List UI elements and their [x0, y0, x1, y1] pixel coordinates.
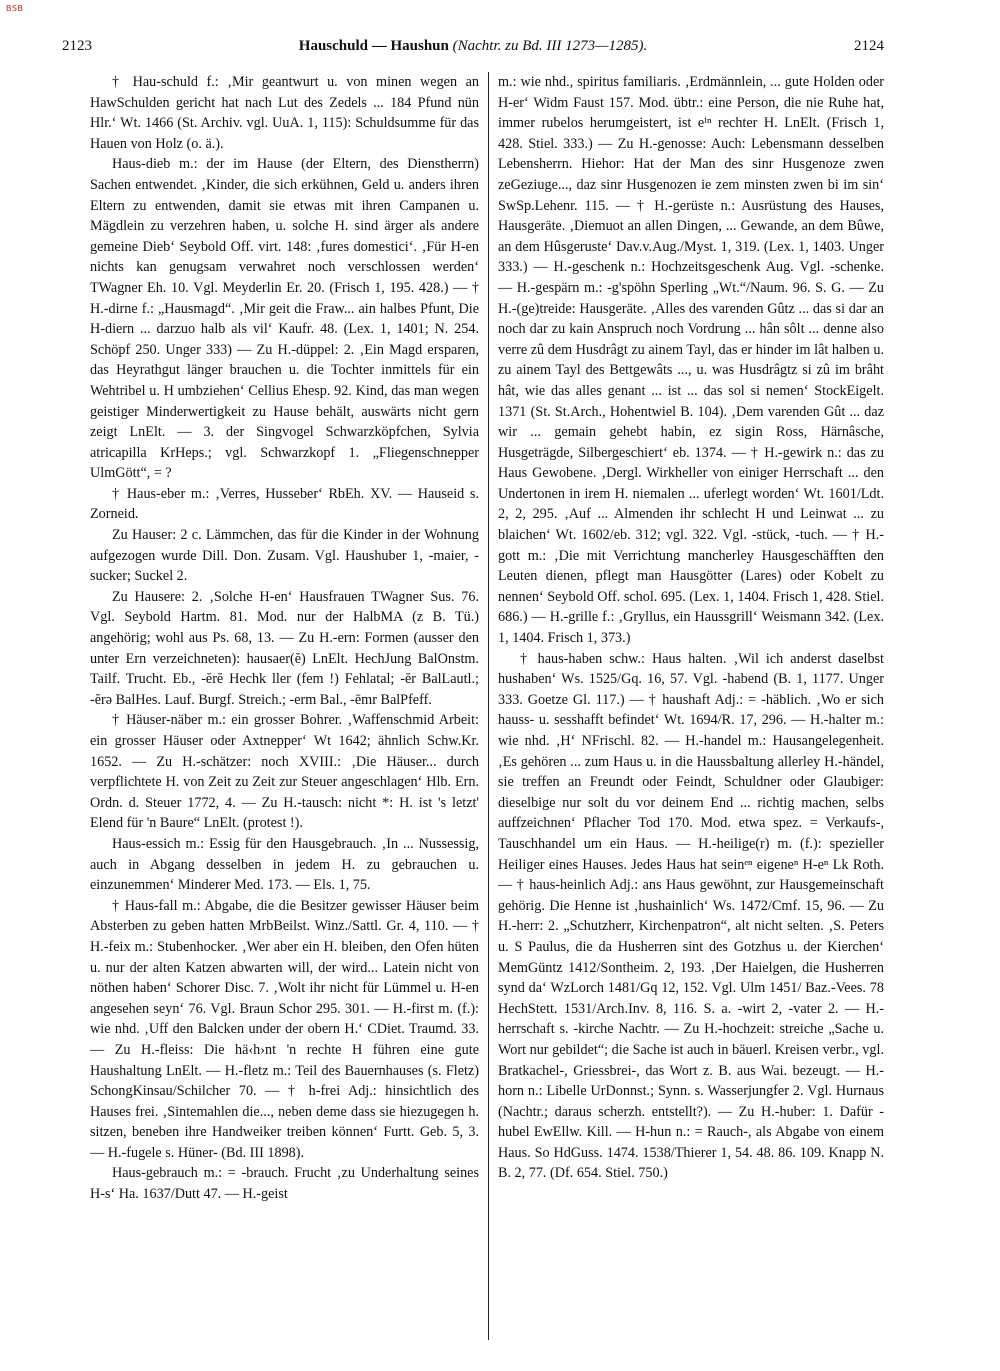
entry-haus-dieb: Haus-dieb m.: der im Hause (der Eltern, des Dienstherrn) Sachen entwendet. ‚Kinder, die sich erkühnen, Geld u. anders ihren Eltern zu entwenden, damit sie etwas mit ihren Campanen u. Mägdlein zu verzehren haben, u. solche H. sind ärger als andere gemeine Dieb‘ Seybold Off. virt. 148: ‚fures domestici‘. ‚Für H-en nichts kan genugsam verwahret noch verschlossen werden‘ TWagner Eh. 10. Vgl. Meyderlin Er. 20. (Frisch 1, 195. 428.) — † H.-dirne f.: „Hausmagd“. ‚Mir geit die Fraw... ain halbes Pfunt, Die H-diern ... darzuo halb als vil‘ Kaufr. 48. (Lex. 1, 1401; N. 254. Schöpf 250. Unger 333) — Zu H.-düppel: 2. ‚Ein Magd ersparen, das Heyrathgut länger brauchen u. die Tochter inmittels für ein Wehtribel u. H umbziehen‘ Cellius Ehesp. 92. Kind, das man wegen geistiger Minderwertigkeit zu Hause behält, auswärts nicht gern zeigt LnElt. — 3. der Singvogel Schwarzköpfchen, Sylvia atricapilla KrHeps.; vgl. Schwarzkopf 1. „Fliegenschnepper UlmGött“, = ? — [90, 156, 479, 482]
page-number-left: 2123 — [62, 38, 92, 54]
entry-hau-schuld: † Hau-schuld f.: ‚Mir geantwurt u. von minen wegen an HawSchulden gericht hat nach Lut des Zedels ... 184 Pfund nün Hlr.‘ Wt. 1466 (St. Archiv. vgl. UuA. 1, 115): Schuldsumme für das Hauen von Holz (o. ä.). — [90, 74, 479, 152]
entry-haus-essich: Haus-essich m.: Essig für den Hausgebrauch. ‚In ... Nussessig, auch in Abgang desselben in jedem H. zu gebrauchen u. einzunemmen‘ Minderer Med. 173. — Els. 1, 75. — [90, 835, 479, 894]
entry-haus-gebrauch: Haus-gebrauch m.: = -brauch. Frucht ‚zu Underhaltung seines H-s‘ Ha. 1637/Dutt 47. — H.-geist — [90, 1165, 479, 1203]
page-number-right: 2124 — [854, 38, 884, 54]
entry-hausere: Zu Hausere: 2. ‚Solche H-en‘ Hausfrauen TWagner Sus. 76. Vgl. Seybold Hartm. 81. Mod. nur der HalbMA (z B. Tü.) angehörig; wohl aus Ps. 68, 13. — Zu H.-ern: Formen (ausser den unter Ern verzeichneten): hausaer(ĕ) LnElt. HechJung BalOnstm. Tailf. Trucht. Eb., -ĕrĕ Hechk ller (fem !) Fehlatal; -ĕr BalLautl.; -ĕrə BalHes. Lauf. Burgf. Streich.; -erm Bal., -ēmr BalPfeff. — [90, 588, 479, 708]
entry-hauser: Zu Hauser: 2 c. Lämmchen, das für die Kinder in der Wohnung aufgezogen wurde Dill. Don. Zusam. Vgl. Haushuber 1, -maier, -sucker; Suckel 2. — [90, 527, 479, 585]
entry-haus-haben: † haus-haben schw.: Haus halten. ‚Wil ich anderst daselbst hushaben‘ Ws. 1525/Gq. 16, 57. Vgl. -habend (B. 1, 1177. Unger 333. Goetze Gl. 117.) — † haushaft Adj.: = -häblich. ‚Wo er sich hauss- u. sesshafft befindet‘ Wt. 1694/R. 17, 296. — H.-halter m.: wie nhd. ‚H‘ NFrischl. 82. — H.-handel m.: Hausangelegenheit. ‚Es gehören ... zum Haus u. in die Haussbaltung allerley H.-händel, sie treffen an Freundt oder Feindt, Schuldner oder Glaubiger: dieselbige nur solt du vor deinem End ... richtig machen, selbs auffzeichnen‘ Pflacher Tod 170. Mod. etwa spez. = Verkaufs-, Tauschhandel um ein Haus. — H.-heilige(r) m. (f.): spezieller Heiliger eines Hauses. Jedes Haus hat seinᵉⁿ eigeneⁿ H-eⁿ Lk Roth. — † haus-heinlich Adj.: ans Haus gewöhnt, zur Hausgemeinschaft gehörig. Die Henne ist ‚hushainlich‘ Ws. 1472/Cmf. 15, 96. — Zu H.-herr: 2. „Schutzherr, Kirchenpatron“, alt nicht selten. ‚S. Peters u. S Paulus, die da Husherren sint des Gotzhus u. der Kierchen‘ MemGüntz 1412/Sontheim. 2, 193. ‚Der Haielgen, die Husherren synd da‘ WzLorch 1481/Gq 12, 152. Vgl. Ulm 1451/ Baz.-Vees. 78 HechStett. 1531/Arch.Inv. 8, 116. S. a. -wirt 2, -vater 2. — H.-herrschaft s. -kirche Nachtr. — Zu H.-hochzeit: streiche „Sache u. Wort nur gebildet“; die Sache ist auch in bäuerl. Kreisen verbr., vgl. Bratkachel-, Griessbrei-, das Wort z. B. aus Wai. bezeugt. — H.-horn n.: Libelle UrDonnst.; Synn. s. Wasserjungfer 2. Vgl. Hurnaus (Nachtr.; daraus scherzh. entstellt?). — Zu H.-huber: 1. Dafür -hubel EwEllw. Kill. — H-hun n.: = Rauch-, als Abgabe von einem Haus. So HdGuss. 1474. 1538/Thierer 1, 54. 48. 86. 109. Knapp N. B. 2, 77. (Df. 654. Stiel. 750.) — [498, 650, 884, 1182]
entry-haus-eber: † Haus-eber m.: ‚Verres, Husseber‘ RbEh. XV. — Hauseid s. Zorneid. — [90, 485, 479, 523]
header-title — [62, 38, 884, 55]
entry-haus-fall: † Haus-fall m.: Abgabe, die die Besitzer gewisser Häuser beim Absterben zu geben hatten MrbBeilst. Winz./Sattl. Gr. 4, 110. — † H.-feix m.: Stubenhocker. ‚Wer aber ein H. bleiben, den Ofen hüten u. nur der alten Katzen abwarten will, der wird... Latein nicht von nöthen haben‘ Schorer Disc. 7. ‚Wolt ihr nicht für Lümmel u. H-en angesehen seyn‘ 76. Vgl. Braun Schor 295. 301. — H.-first m. (f.): wie nhd. ‚Uff den Balcken under der obern H.‘ CDiet. Traumd. 33. — Zu H.-fleiss: Die hä‹h›nt 'n rechte H führen eine gute Haushaltung LnElt. — H.-fletz m.: Teil des Bauernhauses (s. Fletz) SchongKinsau/Schilcher 70. — † h-frei Adj.: hinsichtlich des Hauses frei. ‚Sintemahlen die..., neben deme dass sie hiezugegen h. sitzen, beneben ihre Handweiker treiben können‘ Furtt. Geb. 5, 3. — H.-fugele s. Hüner- (Bd. III 1898). — [90, 897, 479, 1161]
right-column — [498, 72, 884, 1340]
entry-haeuser-naeber: † Häuser-näber m.: ein grosser Bohrer. ‚Waffenschmid Arbeit: ein grosser Häuser oder Axtnepper‘ Wt 1642; ähnlich Schw.Kr. 1652. — Zu H.-schätzer: noch XVIII.: ‚Die Häuser... durch verpflichtete H. von Zeit zu Zeit zur Steuer angeschlagen‘ Hlb. Ern. Ordn. d. Steuer 1772, 4. — Zu H.-tausch: nicht *: H. ist 's letzt' Elend für 'n Baure“ LnElt. (protest !). — [90, 712, 479, 832]
column-divider — [488, 72, 489, 1340]
library-stamp: BSB — [6, 4, 24, 13]
header-title-italic: (Nachtr. zu Bd. III 1273—1285). — [452, 38, 648, 54]
entry-haus-geist-continued: m.: wie nhd., spiritus familiaris. ‚Erdmännlein, ... gute Holden oder H-er‘ Widm Faust 157. Mod. übtr.: eine Person, die nie Ruhe hat, immer rubelos herumgeistert, ist eⁱⁿ rechter H. LnElt. (Frisch 1, 428. Stiel. 333.) — Zu H.-genosse: Auch: Lebensmann desselben Lebensherrn. Hiehor: Hat der Man des sinr Husgenoze zwen zeGeziuge..., daz sinr Husgenozen ie zem minsten zwen bi im sin‘ SwSp.Lehenr. 115. — † H.-gerüste n.: Ausrüstung des Hauses, Hausgeräte. ‚Diemuot an allen Dingen, ... Gewande, an dem Bûwe, an dem Hûsgeruste‘ Dav.v.Aug./Myst. 1, 319. (Lex. 1, 1403. Unger 333.) — H.-geschenk n.: Hochzeitsgeschenk Aug. Vgl. -schenke. — H.-gespärn m.: -g'spöhn Sperling „Wt.“/Naum. 96. S. G. — Zu H.-(ge)treide: Hausgeräte. ‚Alles des varenden Gûtz ... das si dar an noch dar zu kain Anspruch noch Vordrung ... hân sôlt ... denne also verre zû dem Husdrâgt zu ainem Tayl, das er hinder im lât halben u. zu ainem Tayl des Bettgewâts ..., u. was Husdrâgtz si zû im brâht hât, wie das alles genant ... ist ... das sol si nemen‘ StockEigelt. 1371 (St. St.Arch., Hohentwiel B. 104). ‚Dem varenden Gût ... daz wir ... gemain gehebt habin, ez sigin Ross, Härnâsche, Husgeträgde, Silbergeschiert‘ eb. 1374. — † H.-gewirk n.: das zu Haus Gewobene. ‚Dergl. Wirkheller von einiger Herrschaft ... den Undertonen in irem H. niemalen ... uferlegt worden‘ Wt. 1601/Ldt. 2, 2, 295. ‚Auf ... Almenden ihr schlecht H und Leinwat ... zu blaichen‘ Wt. 1602/eb. 312; vgl. 322. Vgl. -stück, -tuch. — † H.-gott m.: ‚Die mit Verrichtung mancherley Hausgeschäfften den Leuten dienen, pflegt man Hausgötter (Lares) oder Kobelt zu nennen‘ Seybold Off. schol. 695. (Lex. 1, 1404. Frisch 1, 428. Stiel. 686.) — H.-grille f.: ‚Gryllus, ein Haussgrill‘ Weismann 342. (Lex. 1, 1404. Frisch 1, 373.) — [498, 74, 884, 647]
left-column — [90, 72, 479, 1340]
running-header — [62, 38, 884, 60]
header-title-bold: Hauschuld — Haushun — [298, 38, 449, 54]
